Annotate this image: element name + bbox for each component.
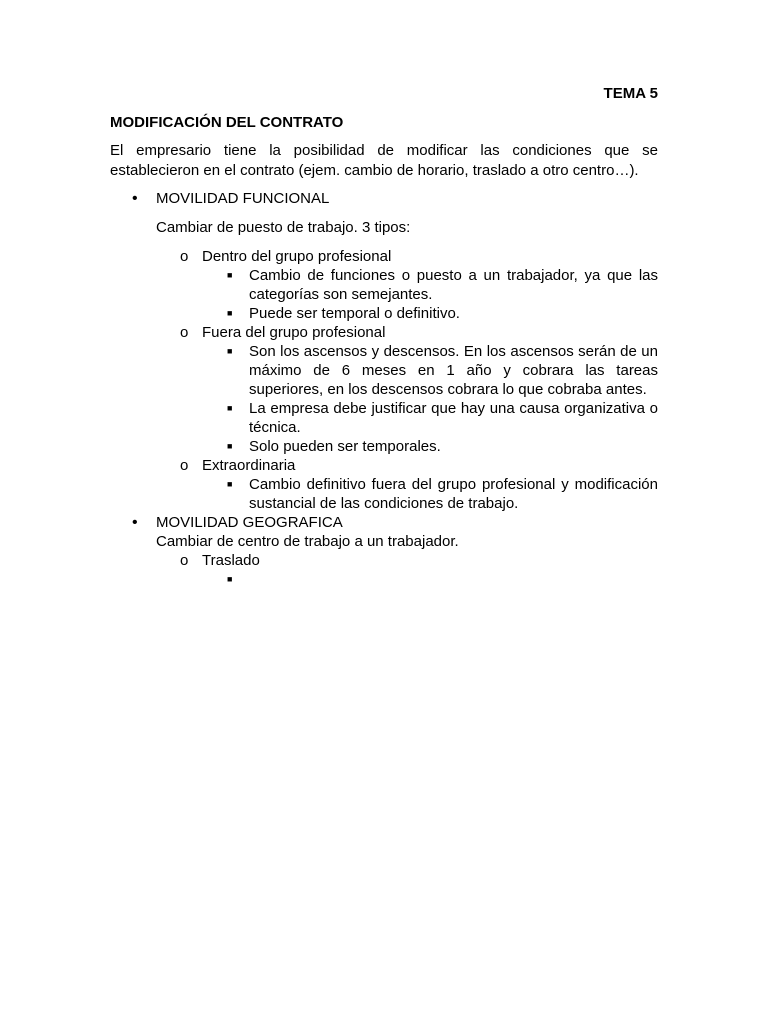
- list-item: [110, 304, 658, 323]
- intro-paragraph: El empresario tiene la posibilidad de modificar las condiciones que se establecieron en el contrato (ejem. cambio de horario, traslado a otro centro…).: [110, 142, 658, 179]
- section-description-text: Cambiar de centro de trabajo a un trabajador.: [156, 533, 459, 550]
- list-item-text: La empresa debe justificar que hay una causa organizativa o técnica.: [249, 400, 658, 436]
- circle-marker: o: [180, 552, 189, 569]
- circle-marker: o: [180, 457, 189, 474]
- section-description-text: Cambiar de puesto de trabajo. 3 tipos:: [156, 219, 411, 236]
- circle-marker: o: [180, 324, 189, 341]
- square-marker: ■: [227, 574, 233, 584]
- list-item-text: Son los ascensos y descensos. En los ascensos serán de un máximo de 6 meses en 1 año y cobrara las tareas superiores, en los descensos cobrara lo que cobraba antes.: [249, 343, 658, 398]
- circle-marker: o: [180, 248, 189, 265]
- topic-number: TEMA 5: [603, 85, 658, 102]
- document-content: [110, 84, 658, 589]
- section-description: [110, 532, 658, 551]
- square-marker: ■: [227, 270, 233, 280]
- list-item-text: Cambio de funciones o puesto a un trabajador, ya que las categorías son semejantes.: [249, 267, 658, 303]
- subsection-traslado: [110, 551, 658, 570]
- section-heading: MOVILIDAD GEOGRAFICA: [156, 514, 343, 531]
- list-item: [110, 342, 658, 399]
- subsection-label: Traslado: [202, 552, 260, 569]
- bullet-marker: •: [132, 514, 138, 531]
- subsection-dentro: [110, 247, 658, 266]
- list-item: [110, 475, 658, 513]
- section-movilidad-funcional: [110, 189, 658, 208]
- subsection-label: Extraordinaria: [202, 457, 296, 474]
- section-heading: MOVILIDAD FUNCIONAL: [156, 190, 330, 207]
- square-marker: ■: [227, 346, 233, 356]
- list-item-text: Cambio definitivo fuera del grupo profesional y modificación sustancial de las condiciones de trabajo.: [249, 476, 658, 512]
- section-description: [110, 218, 658, 237]
- list-item-empty: [110, 570, 658, 589]
- bullet-marker: •: [132, 190, 138, 207]
- square-marker: ■: [227, 403, 233, 413]
- list-item: [110, 266, 658, 304]
- list-item: [110, 399, 658, 437]
- subsection-label: Dentro del grupo profesional: [202, 248, 392, 265]
- list-item: [110, 437, 658, 456]
- list-item-text: Puede ser temporal o definitivo.: [249, 305, 460, 322]
- square-marker: ■: [227, 441, 233, 451]
- subsection-fuera: [110, 323, 658, 342]
- square-marker: ■: [227, 308, 233, 318]
- subsection-extraordinaria: [110, 456, 658, 475]
- subsection-label: Fuera del grupo profesional: [202, 324, 386, 341]
- section-movilidad-geografica: [110, 513, 658, 532]
- list-item-text: Solo pueden ser temporales.: [249, 438, 441, 455]
- document-title: MODIFICACIÓN DEL CONTRATO: [110, 114, 344, 131]
- square-marker: ■: [227, 479, 233, 489]
